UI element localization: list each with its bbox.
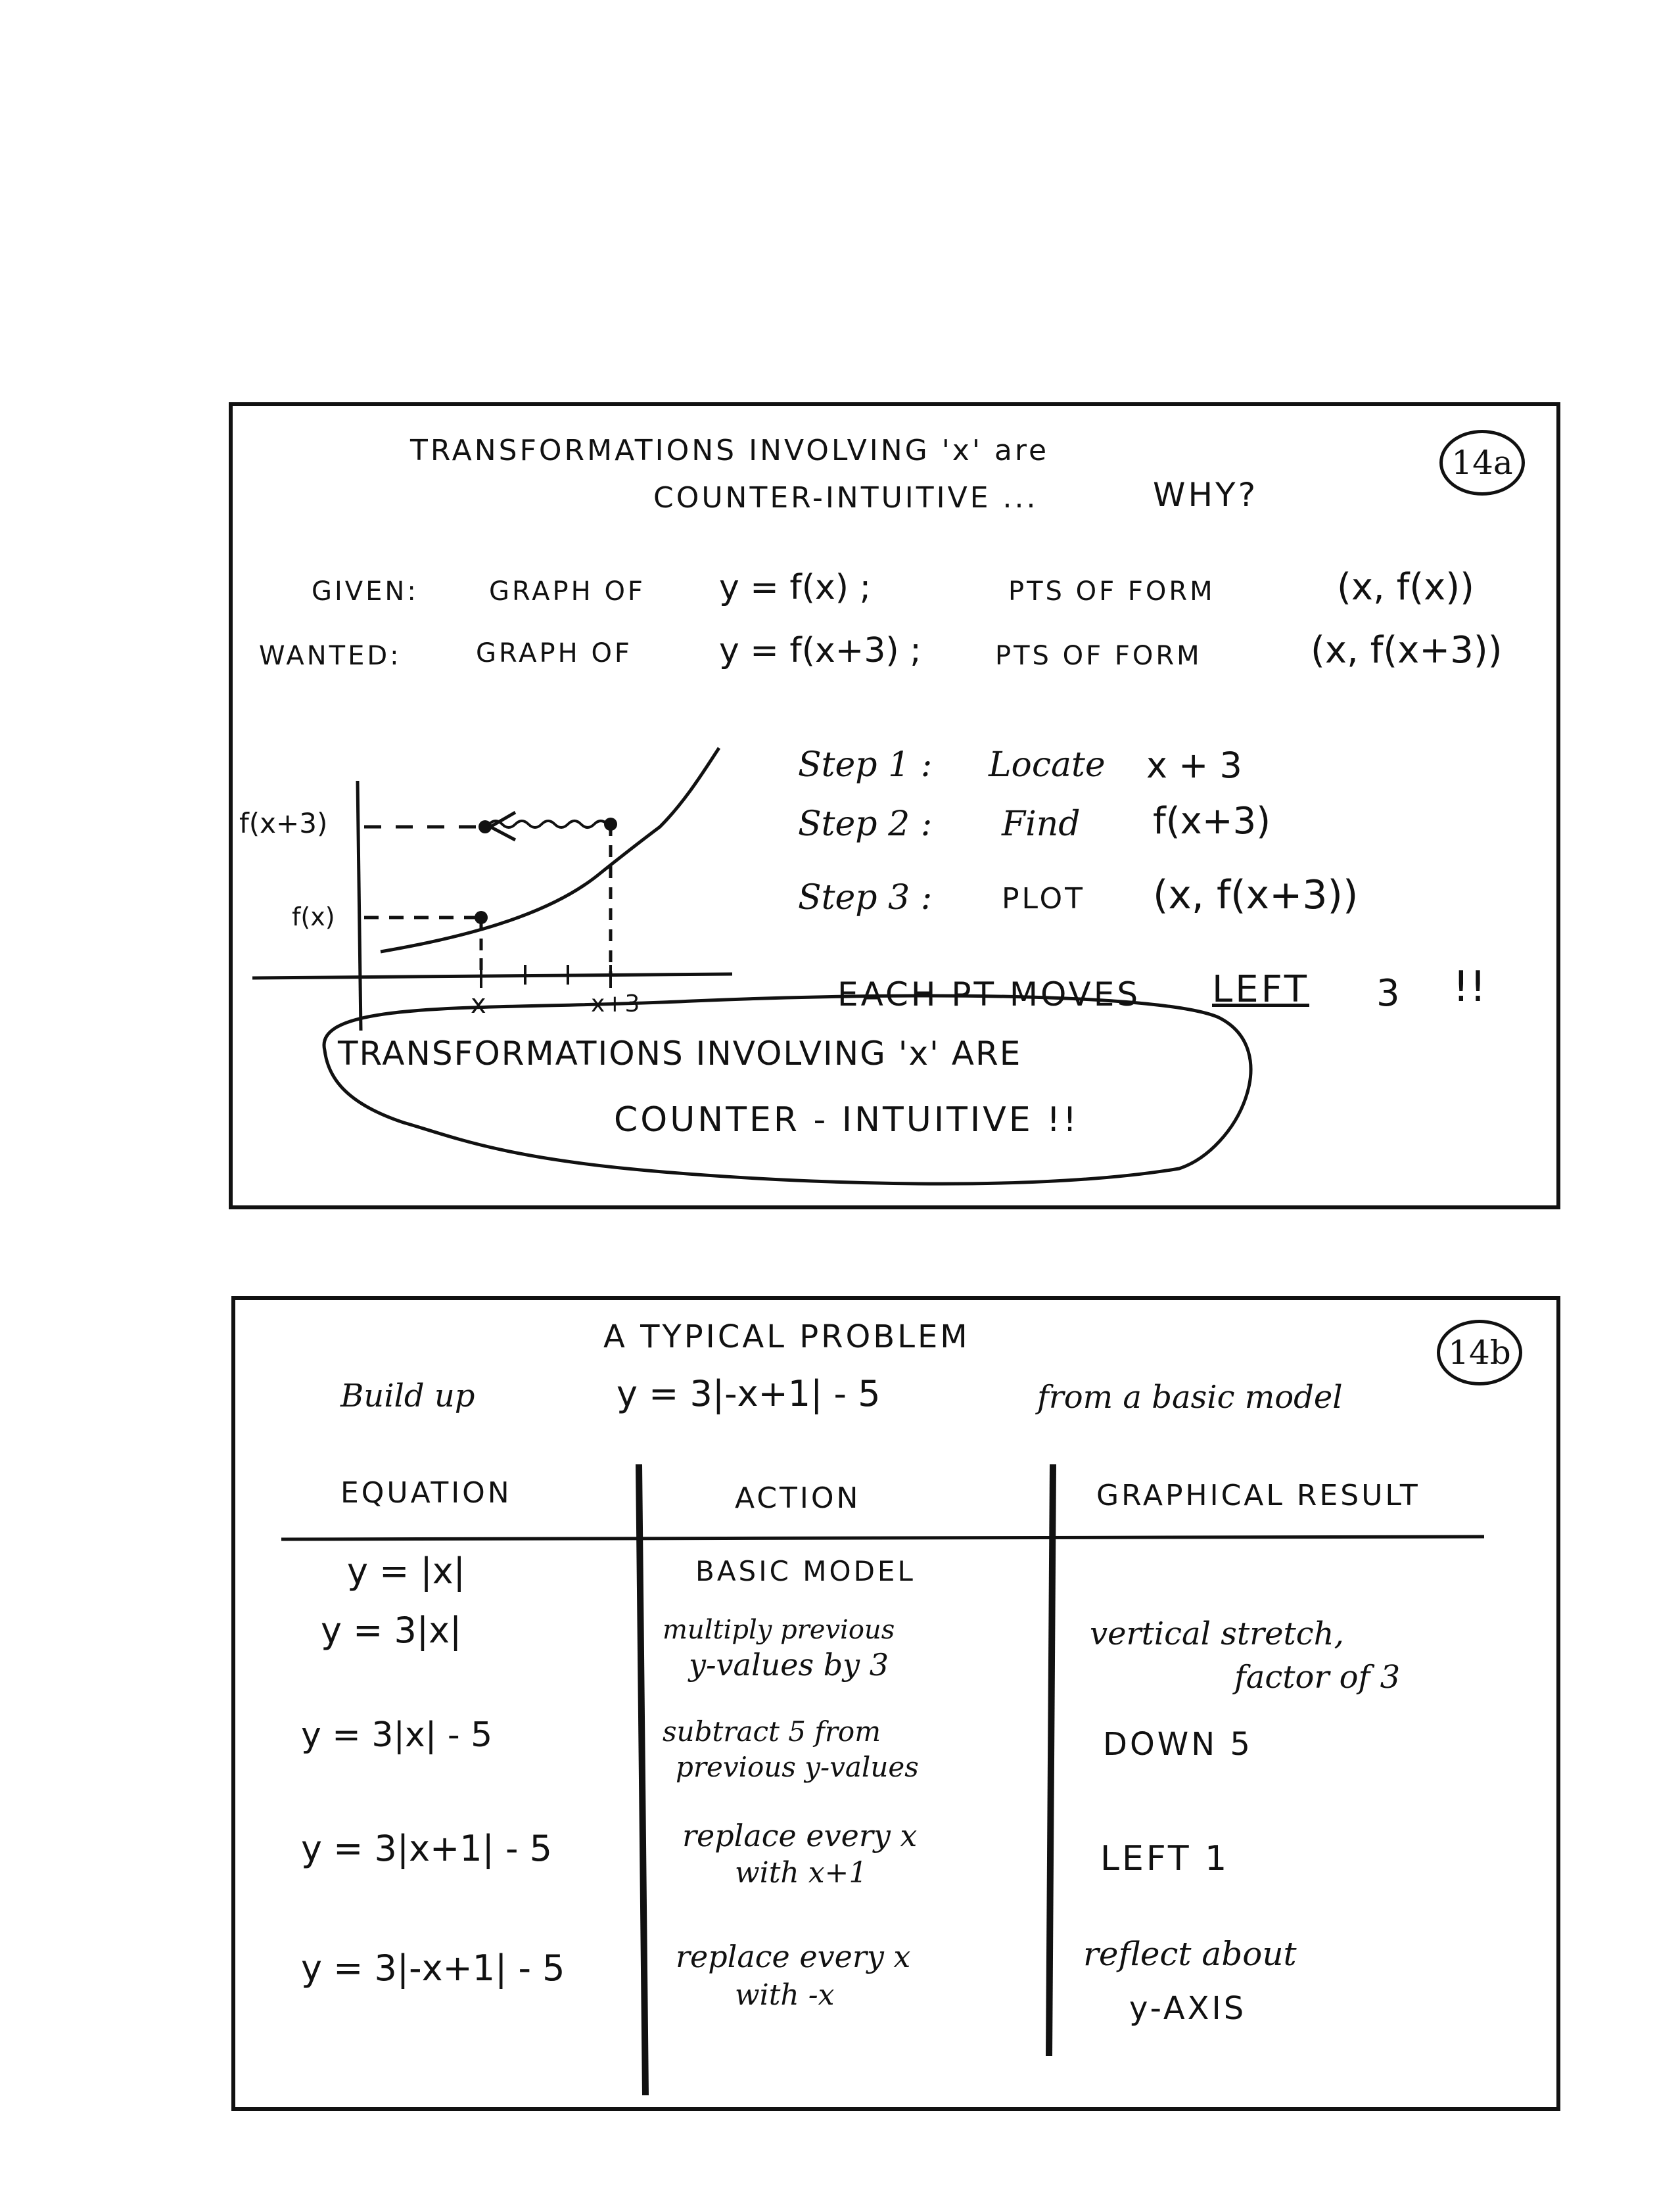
moves-direction: LEFT [1212,968,1310,1011]
step3-label: Step 3 : [798,878,933,918]
title-line-1: TRANSFORMATIONS INVOLVING 'x' are [410,434,1050,467]
given-pts-of-form: PTS OF FORM [1008,576,1215,607]
given-form: (x, f(x)) [1337,566,1474,609]
badge-text: 14b [1448,1334,1511,1372]
fx3-label: f(x+3) [239,807,328,839]
step2-label: Step 2 : [798,804,933,844]
wanted-label: WANTED: [259,641,402,671]
step1-label: Step 1 : [798,745,933,785]
given-equation: y = f(x) ; [719,568,872,607]
row4-action-line2: with x+1 [735,1856,868,1890]
x-tick-label: x [471,989,486,1019]
column-divider [1049,1464,1053,2056]
x3-tick-label: x+3 [591,990,640,1017]
bubble-line-2: COUNTER - INTUITIVE !! [614,1100,1079,1140]
row4-result-line1: LEFT 1 [1100,1839,1230,1878]
given-label: GIVEN: [312,576,419,607]
row5-result-line2: y-AXIS [1129,1990,1247,2027]
problem-title: A TYPICAL PROBLEM [603,1318,970,1355]
row5-equation: y = 3|-x+1| - 5 [301,1947,565,1989]
row2-action-line1: multiply previous [663,1615,895,1645]
build-up-label: Build up [340,1378,475,1414]
wanted-pts-of-form: PTS OF FORM [995,641,1202,671]
step3-target: (x, f(x+3)) [1153,872,1359,918]
header-rule [281,1537,1484,1539]
row2-result-line2: factor of 3 [1234,1659,1401,1696]
step2-action: Find [1002,804,1081,844]
step1-target: x + 3 [1146,745,1242,786]
step1-action: Locate [989,745,1106,785]
moves-amount: 3 [1376,972,1400,1015]
header-graphical-result: GRAPHICAL RESULT [1096,1479,1420,1512]
bubble-line-1: TRANSFORMATIONS INVOLVING 'x' ARE [338,1035,1022,1073]
row3-action-line1: subtract 5 from [663,1715,881,1748]
wanted-graph-of: GRAPH OF [476,638,632,668]
wanted-equation: y = f(x+3) ; [719,631,922,670]
row5-action-line1: replace every x [676,1939,911,1974]
panel-14a [229,402,1560,1209]
table-lines [235,1300,1564,2115]
step3-action: PLOT [1002,882,1085,916]
moves-prefix: EACH PT MOVES [837,975,1141,1013]
header-action: ACTION [735,1481,861,1515]
column-divider [639,1464,645,2095]
panel-14b [231,1296,1560,2111]
from-basic-model: from a basic model [1037,1379,1343,1416]
given-graph-of: GRAPH OF [489,576,645,607]
row2-result-line1: vertical stretch, [1090,1616,1344,1652]
row3-result-line1: DOWN 5 [1103,1726,1253,1763]
row5-action-line2: with -x [735,1978,835,2012]
row1-equation: y = |x| [347,1550,465,1592]
header-equation: EQUATION [340,1476,512,1510]
row2-equation: y = 3|x| [321,1610,462,1651]
wanted-form: (x, f(x+3)) [1311,629,1503,672]
row1-action-line1: BASIC MODEL [695,1555,916,1587]
row3-action-line2: previous y-values [676,1751,919,1783]
row5-result-line1: reflect about [1083,1935,1297,1973]
title-why: WHY? [1153,476,1259,514]
step2-target: f(x+3) [1153,800,1271,843]
fx-label: f(x) [292,902,335,931]
row4-action-line1: replace every x [682,1818,918,1853]
row3-equation: y = 3|x| - 5 [301,1715,493,1755]
row2-action-line2: y-values by 3 [689,1647,889,1683]
title-line-2: COUNTER-INTUITIVE ... [653,481,1038,515]
highlight-bubble [233,406,1564,1213]
moves-bang: !! [1453,963,1487,1012]
row4-equation: y = 3|x+1| - 5 [301,1828,553,1869]
target-equation: y = 3|-x+1| - 5 [617,1373,881,1414]
badge-text: 14a [1451,444,1513,482]
